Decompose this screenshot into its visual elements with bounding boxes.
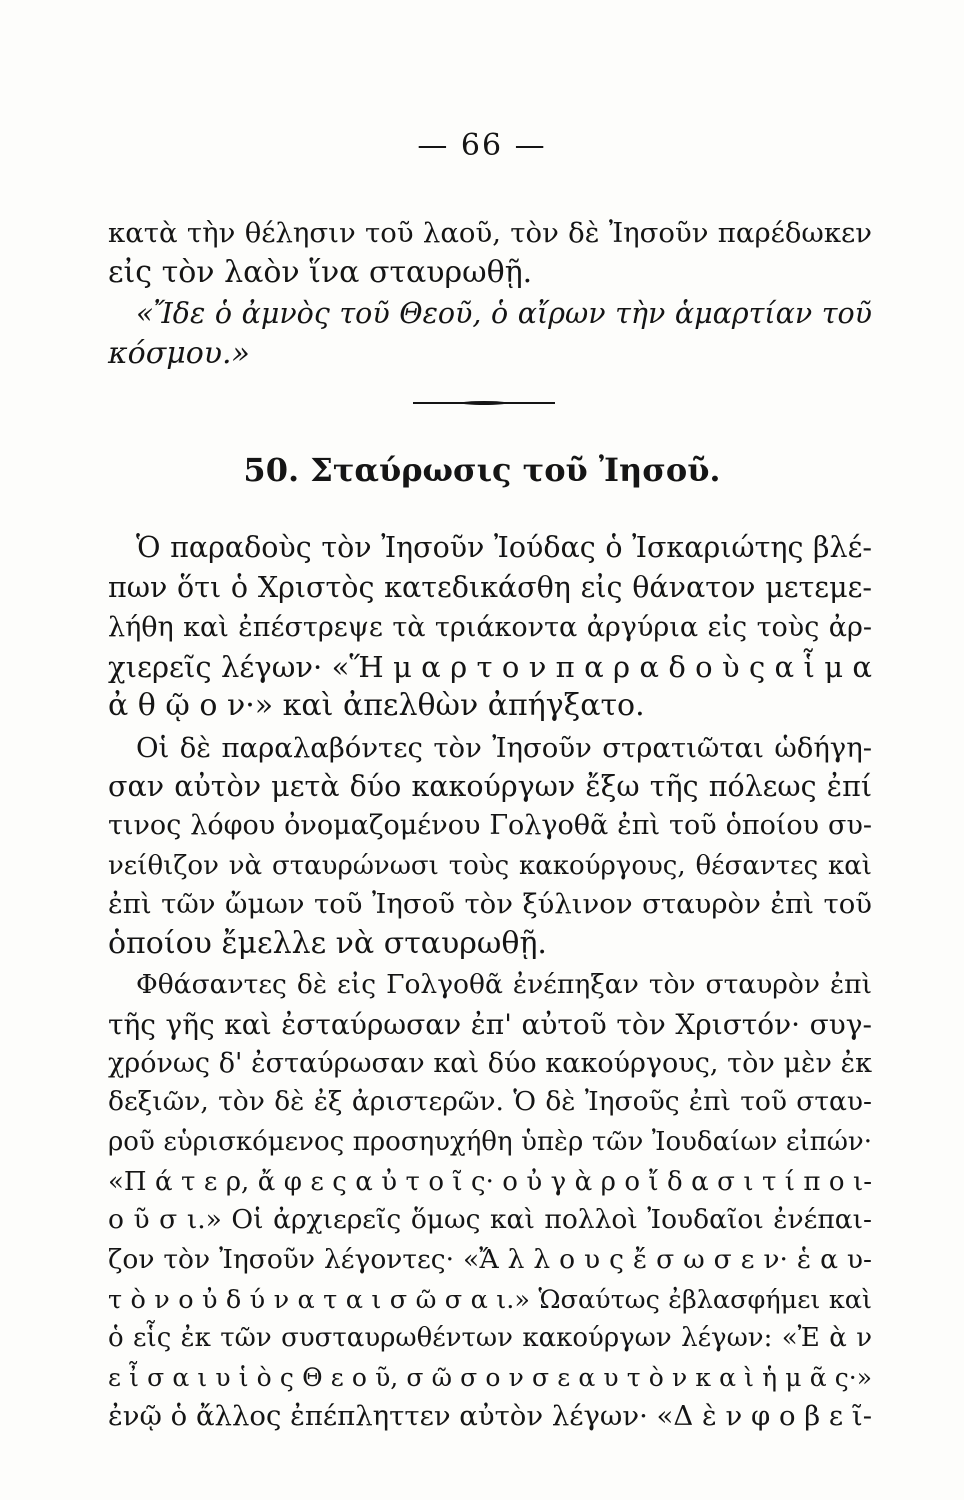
text-line: εἰς τὸν λαὸν ἵνα σταυρωθῇ. (108, 255, 533, 290)
ornamental-rule (413, 401, 555, 405)
section-heading: 50. Σταύρωσις τοῦ Ἰησοῦ. (243, 451, 721, 489)
text-line: τῆς γῆς καὶ ἐσταύρωσαν ἐπ' αὐτοῦ τὸν Χριστόν· συγ- (108, 1008, 872, 1041)
text-line: ε ἶ σ α ι υ ἱ ὸ ς Θ ε ο ῦ, σ ῶ σ ο ν σ ε α υ τ ὸ ν κ α ὶ ἡ μ ᾶ ς·» (108, 1363, 872, 1392)
text-line: «Π ά τ ε ρ, ἄ φ ε ς α ὐ τ ο ῖ ς· ο ὐ γ ὰ ρ ο ἴ δ α σ ι τ ί π ο ι- (108, 1167, 872, 1197)
text-line: ἐπὶ τῶν ὤμων τοῦ Ἰησοῦ τὸν ξύλινον σταυρὸν ἐπὶ τοῦ (108, 888, 872, 920)
page-number: — 66 — (417, 128, 547, 163)
text-line: πων ὅτι ὁ Χριστὸς κατεδικάσθη εἰς θάνατον μετεμε- (108, 571, 872, 604)
text-line: Ὁ παραδοὺς τὸν Ἰησοῦν Ἰούδας ὁ Ἰσκαριώτης βλέ- (136, 531, 872, 564)
text-line: λήθη καὶ ἐπέστρεψε τὰ τριάκοντα ἀργύρια εἰς τοὺς ἀρ- (108, 612, 872, 643)
quote-line: κόσμου.» (108, 336, 250, 371)
text-line: ὁποίου ἔμελλε νὰ σταυρωθῇ. (108, 926, 547, 961)
text-line: τ ὸ ν ο ὐ δ ύ ν α τ α ι σ ῶ σ α ι.» Ὡσαύτως ἐβλασφήμει καὶ (108, 1285, 872, 1315)
text-line: χρόνως δ' ἐσταύρωσαν καὶ δύο κακούργους, τὸν μὲν ἐκ (108, 1048, 872, 1079)
text-line: Φθάσαντες δὲ εἰς Γολγοθᾶ ἐνέπηξαν τὸν σταυρὸν ἐπὶ (136, 969, 872, 1000)
quote-line: «Ἴδε ὁ ἀμνὸς τοῦ Θεοῦ, ὁ αἴρων τὴν ἁμαρτίαν τοῦ (136, 297, 872, 330)
text-line: κατὰ τὴν θέλησιν τοῦ λαοῦ, τὸν δὲ Ἰησοῦν παρέδωκεν (108, 217, 872, 249)
text-line: νείθιζον νὰ σταυρώνωσι τοὺς κακούργους, θέσαντες καὶ (108, 851, 872, 881)
text-line: Οἱ δὲ παραλαβόντες τὸν Ἰησοῦν στρατιῶται ὡδήγη- (136, 732, 872, 764)
text-line: ροῦ εὑρισκόμενος προσηυχήθη ὑπὲρ τῶν Ἰουδαίων εἰπών· (108, 1127, 872, 1157)
text-line: χιερεῖς λέγων· «Ἥ μ α ρ τ ο ν π α ρ α δ ο ὺ ς α ἷ μ α (108, 650, 872, 684)
text-line: ζον τὸν Ἰησοῦν λέγοντες· «Ἄ λ λ ο υ ς ἔ σ ω σ ε ν· ἑ α υ- (108, 1244, 872, 1275)
text-line: ο ῦ σ ι.» Οἱ ἀρχιερεῖς ὅμως καὶ πολλοὶ Ἰουδαῖοι ἐνέπαι- (108, 1204, 872, 1235)
text-line: σαν αὐτὸν μετὰ δύο κακούργων ἔξω τῆς πόλεως ἐπί (108, 770, 872, 803)
text-line: δεξιῶν, τὸν δὲ ἐξ ἀριστερῶν. Ὁ δὲ Ἰησοῦς ἐπὶ τοῦ σταυ- (108, 1086, 872, 1117)
text-line: ὁ εἷς ἐκ τῶν συσταυρωθέντων κακούργων λέγων: «Ἐ ὰ ν (108, 1323, 872, 1353)
text-line: ἀ θ ῷ ο ν·» καὶ ἀπελθὼν ἀπήγξατο. (108, 688, 645, 723)
text-line: τινος λόφου ὀνομαζομένου Γολγοθᾶ ἐπὶ τοῦ ὁποίου συ- (108, 810, 872, 841)
text-line: ἐνῷ ὁ ἄλλος ἐπέπληττεν αὐτὸν λέγων· «Δ ὲ ν φ ο β ε ῖ- (108, 1400, 872, 1432)
